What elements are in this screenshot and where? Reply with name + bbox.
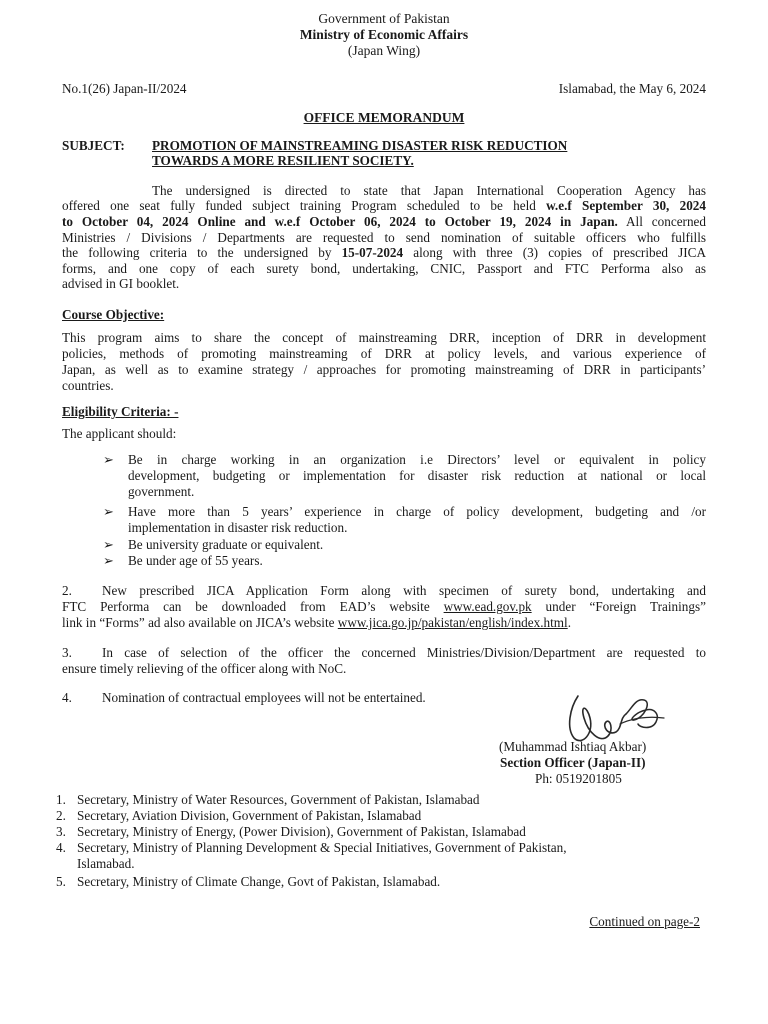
paragraph-1-line: Ministries / Divisions / Departments are requested to send nomination of suitable officers who fulfills [62,230,706,245]
paragraph-2-line: link in “Forms” ad also available on JICA’s website www.jica.go.jp/pakistan/english/index.html. [62,615,571,630]
eligibility-item-line: development, budgeting or implementation for disaster risk reduction at national or local [128,468,706,483]
course-objective-line: countries. [62,378,114,393]
paragraph-2-line: FTC Performa can be downloaded from EAD’s website www.ead.gov.pk under “Foreign Trainings” [62,599,706,614]
eligibility-item-line: government. [128,484,195,499]
arrow-bullet-icon: ➢ [103,553,115,568]
paragraph-1-line: the following criteria to the undersigned by 15-07-2024 along with three (3) copies of prescribed JICA [62,245,706,260]
jica-website-link[interactable]: www.jica.go.jp/pakistan/english/index.html [337,615,568,630]
distribution-item: Secretary, Aviation Division, Government of Pakistan, Islamabad [77,808,422,823]
paragraph-2-number: 2. [62,583,72,598]
paragraph-3-line: ensure timely relieving of the officer along with NoC. [62,661,347,676]
distribution-item: Secretary, Ministry of Climate Change, Govt of Pakistan, Islamabad. [77,874,441,889]
distribution-item: Secretary, Ministry of Planning Development & Special Initiatives, Government of Pakistan, [77,840,567,855]
distribution-number: 4. [56,840,66,855]
paragraph-1-line: advised in GI booklet. [62,276,180,291]
eligibility-item-line: Be university graduate or equivalent. [128,537,324,552]
reference-number: No.1(26) Japan-II/2024 [62,81,187,96]
paragraph-1-line: offered one seat fully funded subject training Program scheduled to be held w.e.f September 30, 2024 [62,198,706,213]
place-date: Islamabad, the May 6, 2024 [558,81,706,96]
eligibility-intro: The applicant should: [62,426,177,441]
course-objective-line: policies, methods of promoting mainstreaming of DRR at policy levels, and various experience of [62,346,706,361]
subject-line-1: PROMOTION OF MAINSTREAMING DISASTER RISK REDUCTION [152,138,568,153]
paragraph-3-line: In case of selection of the officer the concerned Ministries/Division/Department are requested to [102,645,706,660]
signatory-designation: Section Officer (Japan-II) [500,755,646,770]
header-wing: (Japan Wing) [347,43,421,58]
paragraph-1-line: forms, and one copy of each surety bond, undertaking, CNIC, Passport and FTC Performa also as [62,261,706,276]
distribution-item: Secretary, Ministry of Water Resources, Government of Pakistan, Islamabad [77,792,480,807]
paragraph-4-text: Nomination of contractual employees will not be entertained. [102,690,426,705]
subject-label: SUBJECT: [62,138,125,153]
ead-website-link[interactable]: www.ead.gov.pk [443,599,532,614]
eligibility-heading: Eligibility Criteria: - [62,404,179,419]
distribution-item-continued: Islamabad. [77,856,135,871]
eligibility-item-line: Be under age of 55 years. [128,553,263,568]
course-objective-line: This program aims to share the concept of mainstreaming DRR, inception of DRR in development [62,330,706,345]
distribution-item: Secretary, Ministry of Energy, (Power Division), Government of Pakistan, Islamabad [77,824,526,839]
training-schedule: to October 04, 2024 Online and w.e.f October 06, 2024 to October 19, 2024 in Japan. [62,214,618,229]
paragraph-1-line: The undersigned is directed to state that Japan International Cooperation Agency has [152,183,706,198]
eligibility-item-line: Have more than 5 years’ experience in charge of policy development, budgeting and /or [128,504,706,519]
header-ministry: Ministry of Economic Affairs [299,27,469,42]
arrow-bullet-icon: ➢ [103,452,115,467]
document-title: OFFICE MEMORANDUM [303,110,465,125]
signatory-name: (Muhammad Ishtiaq Akbar) [499,739,647,754]
distribution-number: 5. [56,874,66,889]
nomination-deadline: 15-07-2024 [341,245,404,260]
distribution-number: 2. [56,808,66,823]
paragraph-2-line: New prescribed JICA Application Form along with specimen of surety bond, undertaking and [102,583,706,598]
distribution-number: 1. [56,792,66,807]
eligibility-item-line: Be in charge working in an organization i.e Directors’ level or equivalent in policy [128,452,706,467]
header-government: Government of Pakistan [318,11,450,26]
subject-line-2: TOWARDS A MORE RESILIENT SOCIETY. [152,153,414,168]
continued-note: Continued on page-2 [589,914,700,929]
training-start-date: w.e.f September 30, 2024 [546,198,706,213]
course-objective-line: Japan, as well as to examine strategy / approaches for promoting mainstreaming of DRR in participants’ [62,362,706,377]
eligibility-item-line: implementation in disaster risk reduction. [128,520,348,535]
paragraph-3-number: 3. [62,645,72,660]
distribution-number: 3. [56,824,66,839]
course-objective-heading: Course Objective: [62,307,165,322]
paragraph-1-line: to October 04, 2024 Online and w.e.f October 06, 2024 to October 19, 2024 in Japan. All concerned [62,214,706,229]
signatory-phone: Ph: 0519201805 [535,771,622,786]
paragraph-4-number: 4. [62,690,72,705]
arrow-bullet-icon: ➢ [103,504,115,519]
arrow-bullet-icon: ➢ [103,537,115,552]
